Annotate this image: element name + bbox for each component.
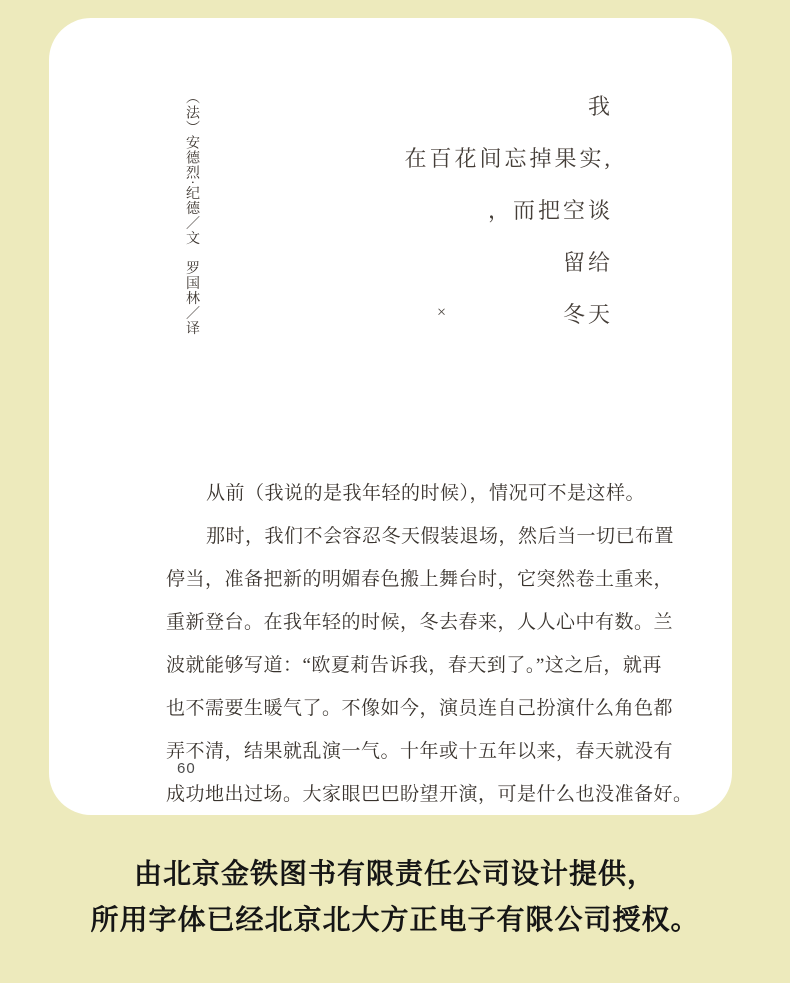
body-line: 那时，我们不会容忍冬天假装退场，然后当一切已布置 xyxy=(206,526,675,547)
body-line: 也不需要生暖气了。不像如今，演员连自己扮演什么角色都 xyxy=(166,698,674,719)
body-line: 从前（我说的是我年轻的时候），情况可不是这样。 xyxy=(206,483,646,504)
colophon-line-1: 由北京金铁图书有限责任公司设计提供， xyxy=(133,858,656,889)
body-line: 停当，准备把新的明媚春色搬上舞台时，它突然卷土重来， xyxy=(166,569,674,590)
quote-line: 留给 xyxy=(562,250,613,275)
quote-line: 在百花间忘掉果实, xyxy=(404,146,613,171)
page-number: 60 xyxy=(177,760,196,777)
colophon-line-2: 所用字体已经北京北大方正电子有限公司授权。 xyxy=(90,904,700,935)
body-line: 弄不清，结果就乱演一气。十年或十五年以来，春天就没有 xyxy=(166,741,674,762)
body-text-block xyxy=(166,472,693,816)
epigraph-quote xyxy=(404,81,613,341)
author-credit-vertical: （法）安德烈·纪德／文 罗国林／译 xyxy=(184,90,199,336)
book-page xyxy=(49,18,732,815)
quote-line: 冬天 xyxy=(562,302,613,327)
colophon-notice xyxy=(0,851,790,943)
body-line: 波就能够写道：“欧夏莉告诉我，春天到了。”这之后，就再 xyxy=(166,655,662,676)
quote-line: 我 xyxy=(587,94,613,119)
x-ornament-mark: × xyxy=(437,304,447,321)
body-line: 成功地出过场。大家眼巴巴盼望开演，可是什么也没准备好。 xyxy=(166,784,693,805)
quote-line: ，而把空谈 xyxy=(487,198,613,223)
body-line: 重新登台。在我年轻的时候，冬去春来，人人心中有数。兰 xyxy=(166,612,674,633)
